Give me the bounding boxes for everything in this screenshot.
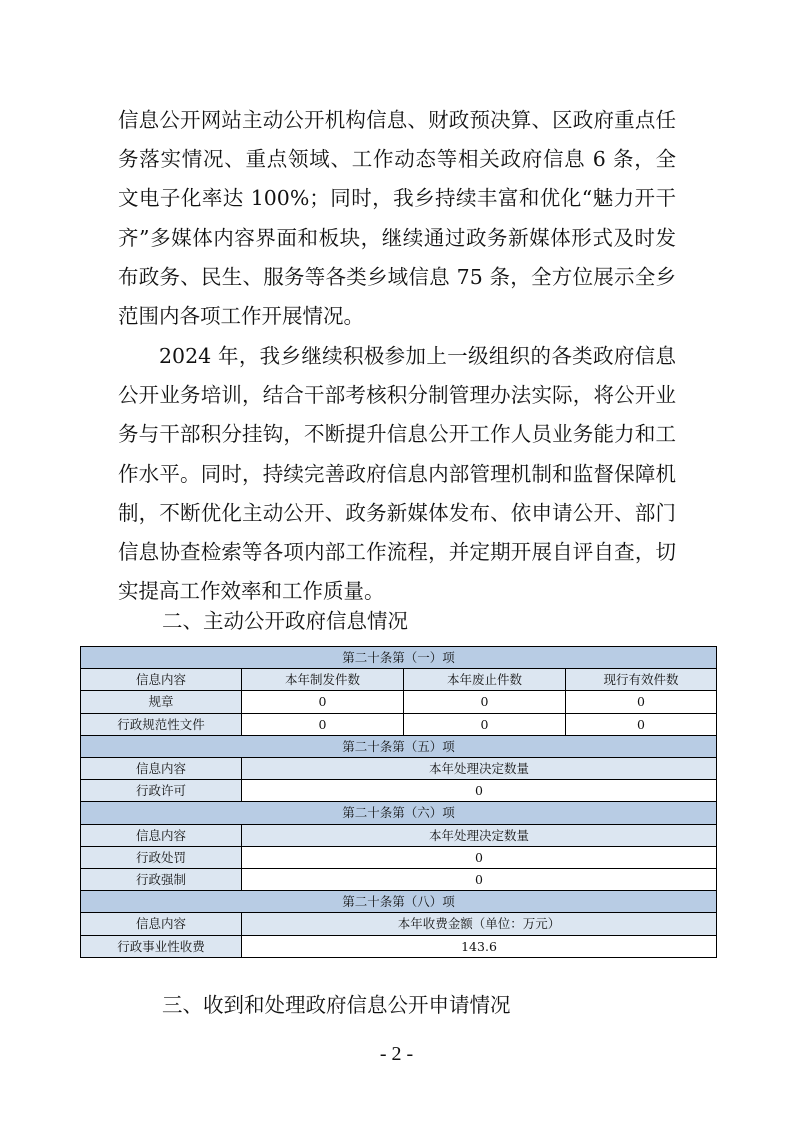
header-cell: 本年废止件数 xyxy=(404,669,566,691)
row-label: 行政事业性收费 xyxy=(81,935,242,957)
section-title-1: 第二十条第（一）项 xyxy=(81,647,717,669)
value-cell: 0 xyxy=(242,780,717,802)
row-label: 行政许可 xyxy=(81,780,242,802)
section-title-6: 第二十条第（六）项 xyxy=(81,802,717,824)
row-label: 规章 xyxy=(81,691,242,713)
row-label: 行政处罚 xyxy=(81,846,242,868)
section-title-5: 第二十条第（五）项 xyxy=(81,735,717,757)
value-cell: 0 xyxy=(404,713,566,735)
section-row-6 xyxy=(81,802,717,824)
section-row-8 xyxy=(81,891,717,913)
page-number: - 2 - xyxy=(379,1043,414,1065)
value-cell: 0 xyxy=(566,713,717,735)
table-row xyxy=(81,780,717,802)
value-cell: 143.6 xyxy=(242,935,717,957)
paragraph-1: 信息公开网站主动公开机构信息、财政预决算、区政府重点任务落实情况、重点领域、工作动态等相关政府信息 6 条，全文电子化率达 100%；同时，我乡持续丰富和优化“魅力开干齐”多媒体内容界面和板块，继续通过政务新媒体形式及时发布政务、民生、服务等各类乡域信息 75 条，全方位展示全乡范围内各项工作开展情况。 xyxy=(118,108,676,329)
paragraph-2: 2024 年，我乡继续积极参加上一级组织的各类政府信息公开业务培训，结合干部考核积分制管理办法实际，将公开业务与干部积分挂钩，不断提升信息公开工作人员业务能力和工作水平。同时，持续完善政府信息内部管理机制和监督保障机制，不断优化主动公开、政务新媒体发布、依申请公开、部门信息协查检索等各项内部工作流程，并定期开展自评自查，切实提高工作效率和工作质量。 xyxy=(118,344,676,604)
header-cell: 本年处理决定数量 xyxy=(242,758,717,780)
header-cell: 信息内容 xyxy=(81,669,242,691)
value-cell: 0 xyxy=(566,691,717,713)
value-cell: 0 xyxy=(242,713,404,735)
header-cell: 本年制发件数 xyxy=(242,669,404,691)
section-row-1 xyxy=(81,647,717,669)
header-cell: 信息内容 xyxy=(81,758,242,780)
header-cell: 信息内容 xyxy=(81,913,242,935)
section-heading-2: 二、主动公开政府信息情况 xyxy=(162,609,408,633)
table-row xyxy=(81,713,717,735)
section-title-8: 第二十条第（八）项 xyxy=(81,891,717,913)
header-cell: 本年收费金额（单位：万元） xyxy=(242,913,717,935)
header-row-1 xyxy=(81,669,717,691)
value-cell: 0 xyxy=(242,846,717,868)
info-disclosure-table xyxy=(80,646,717,958)
value-cell: 0 xyxy=(242,691,404,713)
header-row-8 xyxy=(81,913,717,935)
table-row xyxy=(81,935,717,957)
value-cell: 0 xyxy=(404,691,566,713)
value-cell: 0 xyxy=(242,869,717,891)
table-row xyxy=(81,846,717,868)
section-heading-3: 三、收到和处理政府信息公开申请情况 xyxy=(162,993,511,1017)
table-row xyxy=(81,691,717,713)
section-row-5 xyxy=(81,735,717,757)
header-row-5 xyxy=(81,758,717,780)
header-cell: 信息内容 xyxy=(81,824,242,846)
table-row xyxy=(81,869,717,891)
header-row-6 xyxy=(81,824,717,846)
header-cell: 本年处理决定数量 xyxy=(242,824,717,846)
row-label: 行政规范性文件 xyxy=(81,713,242,735)
header-cell: 现行有效件数 xyxy=(566,669,717,691)
row-label: 行政强制 xyxy=(81,869,242,891)
